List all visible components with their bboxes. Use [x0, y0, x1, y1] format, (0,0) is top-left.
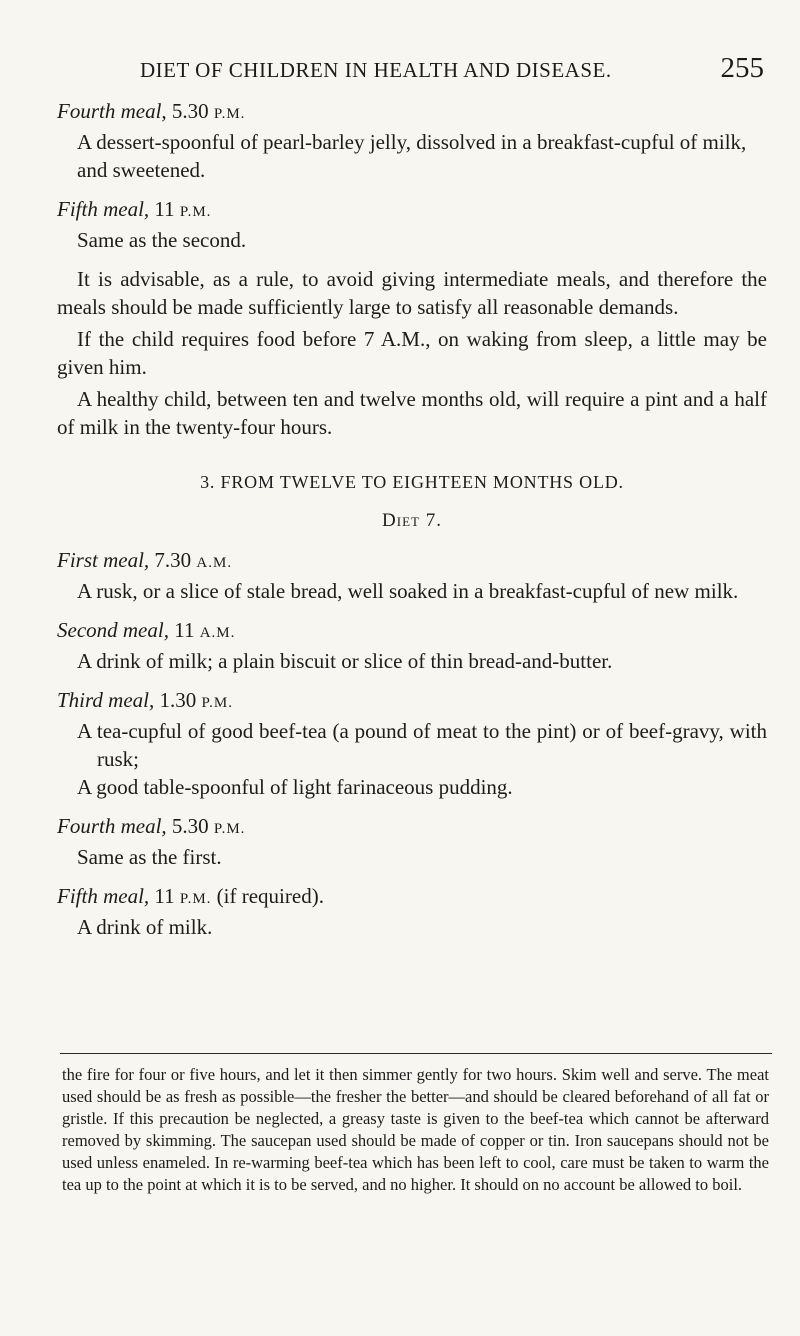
page-number: 255 — [720, 52, 764, 84]
meal-entry — [57, 546, 767, 605]
page-body — [57, 97, 767, 941]
meal-description: A good table-spoonful of light farinaceous pudding. — [77, 775, 513, 799]
meal-heading: Third meal, 1.30 P.M. — [57, 688, 234, 712]
footnote-divider — [60, 1053, 772, 1054]
meal-description: Same as the second. — [77, 228, 247, 252]
diet-label: Diet 7. — [382, 510, 442, 531]
footnote: the fire for four or five hours, and let it then simmer gently for two hours. Skim well and serve. The meat used should be as fresh as possible—the fresher the better—and should be cleared beforehand of all fat or gristle. If this precaution be neglected, a greasy taste is given to the beef-tea which cannot be afterward removed by skimming. The saucepan used should be made of copper or tin. Iron saucepans should not be used unless enameled. In re-warming beef-tea which has been left to cool, care must be taken to warm the tea up to the point at which it is to be served, and no higher. It should on no account be allowed to boil. — [62, 1065, 769, 1194]
meal-heading: Second meal, 11 A.M. — [57, 618, 236, 642]
body-paragraph: If the child requires food before 7 A.M., on waking from sleep, a little may be given him. — [57, 327, 767, 379]
meal-description: A tea-cupful of good beef-tea (a pound of meat to the pint) or of beef-gravy, with rusk; — [77, 719, 767, 771]
meal-heading: Fifth meal, 11 P.M. — [57, 197, 212, 221]
running-title: DIET OF CHILDREN IN HEALTH AND DISEASE. — [140, 58, 612, 82]
meal-entry — [57, 686, 767, 801]
meal-description: Same as the first. — [77, 845, 222, 869]
meal-heading: Fourth meal, 5.30 P.M. — [57, 814, 246, 838]
body-paragraph: It is advisable, as a rule, to avoid giving intermediate meals, and therefore the meals should be made sufficiently large to satisfy all reasonable demands. — [57, 267, 767, 319]
meal-description: A rusk, or a slice of stale bread, well soaked in a breakfast-cupful of new milk. — [77, 579, 739, 603]
meal-entry — [57, 195, 767, 254]
meal-heading: Fourth meal, 5.30 P.M. — [57, 99, 246, 123]
meal-entry — [57, 97, 767, 184]
body-paragraph: A healthy child, between ten and twelve months old, will require a pint and a half of milk in the twenty-four hours. — [57, 387, 767, 439]
section-heading: 3. FROM TWELVE TO EIGHTEEN MONTHS OLD. — [200, 472, 624, 492]
meal-description: A drink of milk; a plain biscuit or slice of thin bread-and-butter. — [77, 649, 613, 673]
meal-description: A drink of milk. — [77, 915, 213, 939]
meal-entry — [57, 616, 767, 675]
page-header — [0, 52, 800, 92]
meal-heading: First meal, 7.30 A.M. — [57, 548, 233, 572]
meal-entry — [57, 812, 767, 871]
meal-heading: Fifth meal, 11 P.M. (if required). — [57, 884, 324, 908]
meal-entry — [57, 882, 767, 941]
meal-description: A dessert-spoonful of pearl-barley jelly, dissolved in a breakfast-cupful of milk, and sweetened. — [77, 130, 747, 182]
